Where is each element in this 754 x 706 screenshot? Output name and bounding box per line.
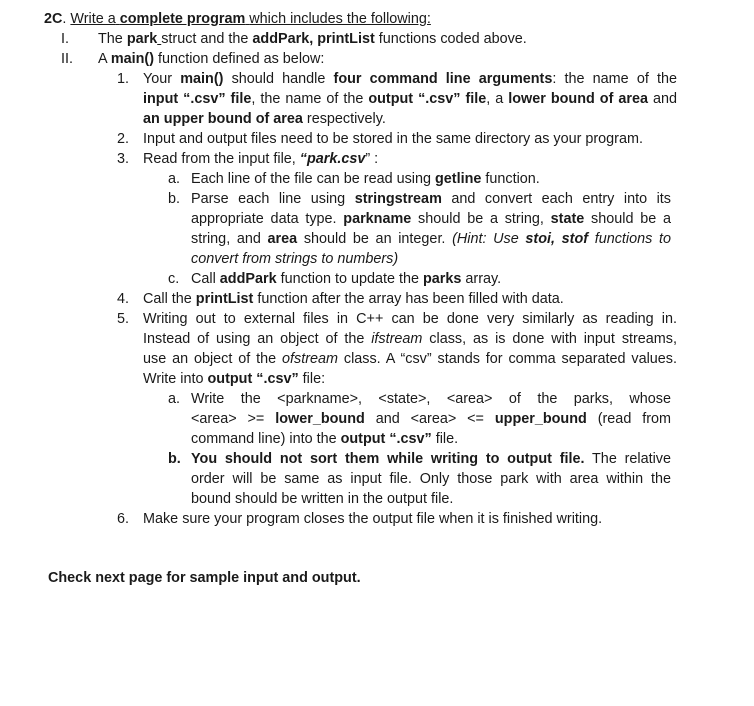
sub-item-marker: a. <box>168 391 181 407</box>
item-number: 5. <box>117 311 130 327</box>
text-line: bound should be written in the output file. <box>191 491 454 507</box>
sub-item-body <box>191 169 671 189</box>
roman-marker: I. <box>61 31 69 47</box>
roman-item-text: A main() function defined as below: <box>98 51 325 67</box>
text-line: Writing out to external files in C++ can be done very similarly as reading in. <box>143 311 677 327</box>
item-body <box>143 149 677 169</box>
text-line: Each line of the file can be read using getline function. <box>191 171 540 187</box>
text-line: order will be same as input file. Only those park with area within the <box>191 471 671 487</box>
text-line: <area> >= lower_bound and <area> <= upper_bound (read from <box>191 411 672 427</box>
text-line: command line) into the output “.csv” file. <box>191 431 459 447</box>
item-number: 6. <box>117 511 130 527</box>
item-body <box>143 129 677 149</box>
text-line: Write the <parkname>, <state>, <area> of the parks, whose <box>191 391 671 407</box>
roman-marker: II. <box>61 51 73 67</box>
section-title: Write a complete program which includes the following: <box>70 11 431 27</box>
text-line: appropriate data type. parkname should be a string, state should be a <box>191 211 671 227</box>
item-body <box>143 69 677 129</box>
footer-note: Check next page for sample input and output. <box>48 570 361 586</box>
text-line: string, and area should be an integer. (Hint: Use stoi, stof functions to <box>191 231 671 247</box>
text-line: Read from the input file, “park.csv” : <box>143 151 379 167</box>
sub-item-marker: b. <box>168 191 181 207</box>
text-line: Instead of using an object of the ifstream class, as is done with input streams, <box>143 331 677 347</box>
text-line: an upper bound of area respectively. <box>143 111 386 127</box>
section-heading: 2C. Write a complete program which includes the following: <box>44 11 431 27</box>
text-line: Your main() should handle four command line arguments: the name of the <box>143 71 677 87</box>
text-line: Write into output “.csv” file: <box>143 371 326 387</box>
item-number: 2. <box>117 131 130 147</box>
item-body <box>143 289 677 309</box>
text-line: Input and output files need to be stored in the same directory as your program. <box>143 131 643 147</box>
text-line: You should not sort them while writing to output file. The relative <box>191 451 671 467</box>
sub-item-marker: a. <box>168 171 181 187</box>
sub-item-body <box>191 189 671 269</box>
text-line: use an object of the ofstream class. A “csv” stands for comma separated values. <box>143 351 678 367</box>
sub-item-marker: c. <box>168 271 180 287</box>
item-number: 1. <box>117 71 130 87</box>
text-line: Make sure your program closes the output file when it is finished writing. <box>143 511 603 527</box>
text-line: convert from strings to numbers) <box>191 251 399 267</box>
sub-item-body <box>191 449 671 509</box>
text-line: Parse each line using stringstream and convert each entry into its <box>191 191 671 207</box>
text-line: Call addPark function to update the parks array. <box>191 271 502 287</box>
text-line: input “.csv” file, the name of the output “.csv” file, a lower bound of area and <box>143 91 677 107</box>
sub-item-body <box>191 389 671 449</box>
item-body <box>143 509 677 529</box>
section-number: 2C <box>44 11 63 27</box>
roman-item-text: The park struct and the addPark, printList functions coded above. <box>98 31 527 47</box>
text-line: Call the printList function after the array has been filled with data. <box>143 291 564 307</box>
item-number: 4. <box>117 291 130 307</box>
sub-item-body <box>191 269 671 289</box>
item-body <box>143 309 677 389</box>
item-number: 3. <box>117 151 130 167</box>
sub-item-marker: b. <box>168 451 181 467</box>
